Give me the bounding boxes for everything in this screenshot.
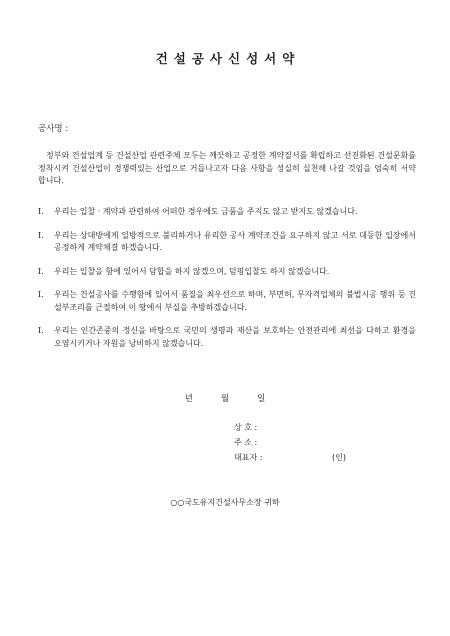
project-name-label: 공사명 :: [38, 124, 69, 134]
pledge-item: [38, 206, 416, 219]
pledge-text: 우리는 입찰을 함에 있어서 담합을 하지 않겠으며, 덤핑입찰도 하지 않겠습니다.: [54, 266, 330, 276]
pledge-text: 우리는 인간존중의 정신을 바탕으로 국민의 생명과 재산을 보호하는 안전관리에 최선을 다하고 환경을 오염시키거나 자원을 낭비하지 않겠습니다.: [54, 326, 416, 348]
pledge-text: 우리는 상대방에게 일방적으로 불리하거나 유리한 공사 계약조건을 요구하지 않고 서로 대등한 입장에서 공정하게 계약체결 하겠습니다.: [54, 230, 416, 252]
date-line: [0, 392, 450, 404]
seal-mark: (인): [332, 453, 346, 462]
pledge-marker: Ⅰ.: [38, 266, 44, 276]
signature-block: [234, 420, 346, 465]
intro-paragraph: 정부와 건설업계 등 건설산업 관련주체 모두는 깨끗하고 공정한 계약질서를 확립하고 선진화된 건설문화를 정착시켜 건설산업이 경쟁력있는 산업으로 거듭나고자 다음 사항을 성실히 실천해 나갈 것임을 엄숙히 서약합니다.: [38, 151, 416, 185]
address-label: 주 소 :: [234, 438, 258, 447]
date-month-label: 월: [220, 394, 230, 404]
pledge-marker: Ⅰ.: [38, 207, 44, 216]
company-label: 상 호 :: [234, 423, 258, 432]
date-day-label: 일: [257, 394, 266, 404]
pledge-text: 우리는 입찰 · 계약과 관련하여 어떠한 경우에도 금품을 주지도 않고 받지도 않겠습니다.: [54, 207, 358, 216]
pledge-item: [38, 325, 416, 350]
pledge-item: [38, 289, 416, 314]
pledge-marker: Ⅰ.: [38, 230, 44, 240]
addressee: ○○국도유지건설사무소장 귀하: [170, 498, 280, 507]
pledge-item: [38, 230, 416, 255]
document-title: 건설공사신성서약: [155, 51, 301, 66]
pledge-item: [38, 266, 416, 279]
pledge-marker: Ⅰ.: [38, 326, 44, 335]
pledge-text: 우리는 건설공사를 수행함에 있어서 품질을 최우선으로 하며, 부면허, 무자격업체의 불법시공 행위 등 건설부조리를 근절하여 이 땅에서 부실을 추방하겠습니다.: [54, 290, 416, 312]
date-year-label: 년: [184, 394, 193, 404]
representative-label: 대표자 :: [234, 453, 263, 462]
pledge-list: [38, 206, 416, 350]
pledge-marker: Ⅰ.: [38, 290, 44, 299]
